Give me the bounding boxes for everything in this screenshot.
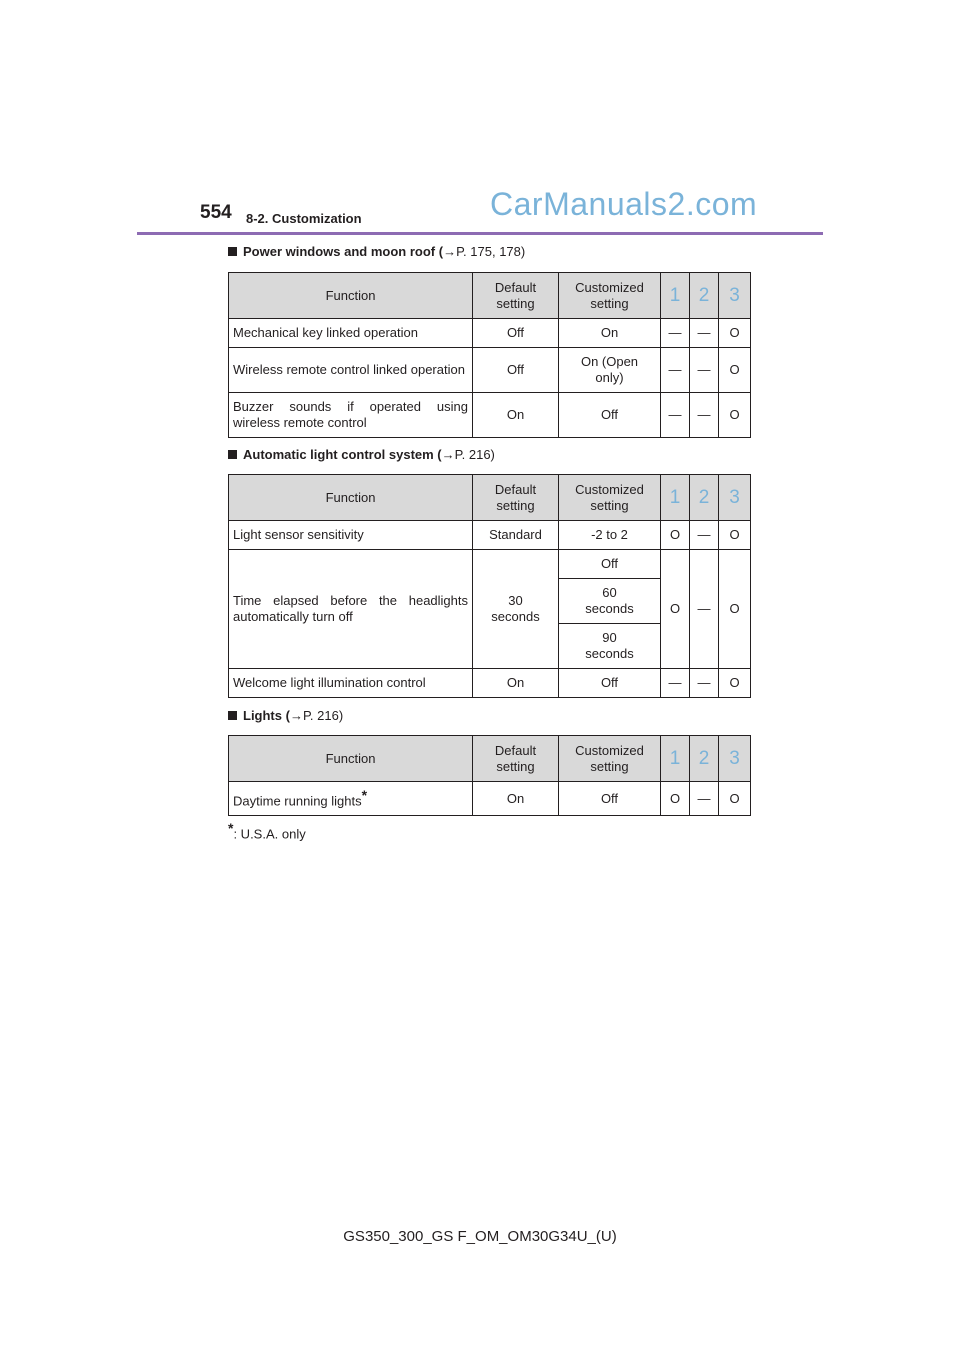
- header-rule: [137, 232, 823, 235]
- cell-custom: Off: [559, 782, 661, 816]
- default-value: 30: [508, 593, 523, 608]
- section-title-text: Power windows and moon roof (: [243, 244, 444, 259]
- cell-col-2: —: [690, 669, 719, 698]
- page-header: [0, 0, 960, 240]
- header-col-3: 3: [719, 736, 751, 782]
- header-col-3: 3: [719, 475, 751, 521]
- header-col-2: 2: [690, 273, 719, 319]
- cell-default: [473, 550, 559, 669]
- cell-function: Light sensor sensitivity: [229, 521, 473, 550]
- header-col-2: 2: [690, 475, 719, 521]
- watermark-logo: CarManuals2.com: [490, 186, 758, 222]
- cell-col-3: O: [719, 319, 751, 348]
- option-value: 90: [602, 630, 617, 645]
- header-customized: Customized setting: [559, 736, 661, 782]
- header-function: Function: [229, 475, 473, 521]
- cell-col-1: —: [661, 393, 690, 438]
- header-customized: Customized setting: [559, 475, 661, 521]
- cell-custom-option: [559, 579, 661, 624]
- header-col-3: 3: [719, 273, 751, 319]
- section-title-text: Lights (: [243, 708, 290, 723]
- power-windows-table: [228, 272, 751, 438]
- cell-default: Standard: [473, 521, 559, 550]
- cell-custom: -2 to 2: [559, 521, 661, 550]
- footnote: [228, 820, 306, 841]
- table-row: [229, 669, 751, 698]
- cell-function: [229, 782, 473, 816]
- cell-custom: On: [559, 319, 661, 348]
- cell-custom: Off: [559, 393, 661, 438]
- cell-function: Buzzer sounds if operated using wireless remote control: [229, 393, 473, 438]
- cell-col-3: O: [719, 348, 751, 393]
- page-reference: →P. 175, 178): [443, 244, 526, 259]
- cell-default: On: [473, 782, 559, 816]
- cell-col-2: —: [690, 319, 719, 348]
- cell-col-3: O: [719, 782, 751, 816]
- section-title-lights: [228, 708, 343, 723]
- table-header-row: [229, 736, 751, 782]
- header-col-2: 2: [690, 736, 719, 782]
- document-code: GS350_300_GS F_OM_OM30G34U_(U): [343, 1228, 617, 1245]
- cell-default: On: [473, 669, 559, 698]
- cell-col-1: O: [661, 550, 690, 669]
- square-bullet-icon: [228, 247, 237, 256]
- cell-col-2: —: [690, 393, 719, 438]
- cell-col-2: —: [690, 782, 719, 816]
- footnote-text: : U.S.A. only: [233, 826, 306, 842]
- cell-default: Off: [473, 319, 559, 348]
- cell-col-2: —: [690, 521, 719, 550]
- header-default: Default setting: [473, 736, 559, 782]
- table-row: [229, 521, 751, 550]
- cell-custom: On (Open only): [559, 348, 661, 393]
- table-row: [229, 319, 751, 348]
- cell-function: Mechanical key linked operation: [229, 319, 473, 348]
- default-unit: seconds: [491, 609, 540, 624]
- page-reference: →P. 216): [441, 447, 495, 462]
- header-function: Function: [229, 736, 473, 782]
- cell-function: Time elapsed before the headlights automatically turn off: [229, 550, 473, 669]
- section-title-auto-light: [228, 447, 495, 462]
- page-number: 554: [200, 202, 232, 223]
- header-customized: Customized setting: [559, 273, 661, 319]
- cell-col-3: O: [719, 550, 751, 669]
- cell-col-1: —: [661, 319, 690, 348]
- cell-custom-option: [559, 624, 661, 669]
- footnote-marker: *: [228, 820, 234, 836]
- square-bullet-icon: [228, 711, 237, 720]
- table-row: [229, 393, 751, 438]
- cell-col-1: O: [661, 782, 690, 816]
- cell-custom-option: Off: [559, 550, 661, 579]
- cell-function: Wireless remote control linked operation: [229, 348, 473, 393]
- cell-default: Off: [473, 348, 559, 393]
- cell-col-1: —: [661, 348, 690, 393]
- option-unit: seconds: [585, 601, 634, 616]
- lights-table: [228, 735, 751, 816]
- header-default: Default setting: [473, 273, 559, 319]
- header-col-1: 1: [661, 475, 690, 521]
- section-title-text: Automatic light control system (: [243, 447, 442, 462]
- cell-col-3: O: [719, 669, 751, 698]
- header-col-1: 1: [661, 736, 690, 782]
- cell-function: Welcome light illumination control: [229, 669, 473, 698]
- cell-col-3: O: [719, 393, 751, 438]
- table-header-row: [229, 273, 751, 319]
- cell-col-2: —: [690, 348, 719, 393]
- cell-col-2: —: [690, 550, 719, 669]
- cell-col-1: —: [661, 669, 690, 698]
- page-reference: →P. 216): [289, 708, 344, 723]
- cell-default: On: [473, 393, 559, 438]
- cell-custom: Off: [559, 669, 661, 698]
- option-value: 60: [602, 585, 617, 600]
- cell-col-3: O: [719, 521, 751, 550]
- footnote-marker: *: [361, 787, 368, 804]
- cell-col-1: O: [661, 521, 690, 550]
- header-function: Function: [229, 273, 473, 319]
- function-text: Daytime running lights: [233, 793, 362, 809]
- section-title-power-windows: [228, 244, 525, 259]
- square-bullet-icon: [228, 450, 237, 459]
- table-row: [229, 782, 751, 816]
- option-unit: seconds: [585, 646, 634, 661]
- table-header-row: [229, 475, 751, 521]
- table-row: [229, 550, 751, 579]
- header-default: Default setting: [473, 475, 559, 521]
- table-row: [229, 348, 751, 393]
- auto-light-table: [228, 474, 751, 698]
- header-col-1: 1: [661, 273, 690, 319]
- section-label: 8-2. Customization: [246, 211, 362, 226]
